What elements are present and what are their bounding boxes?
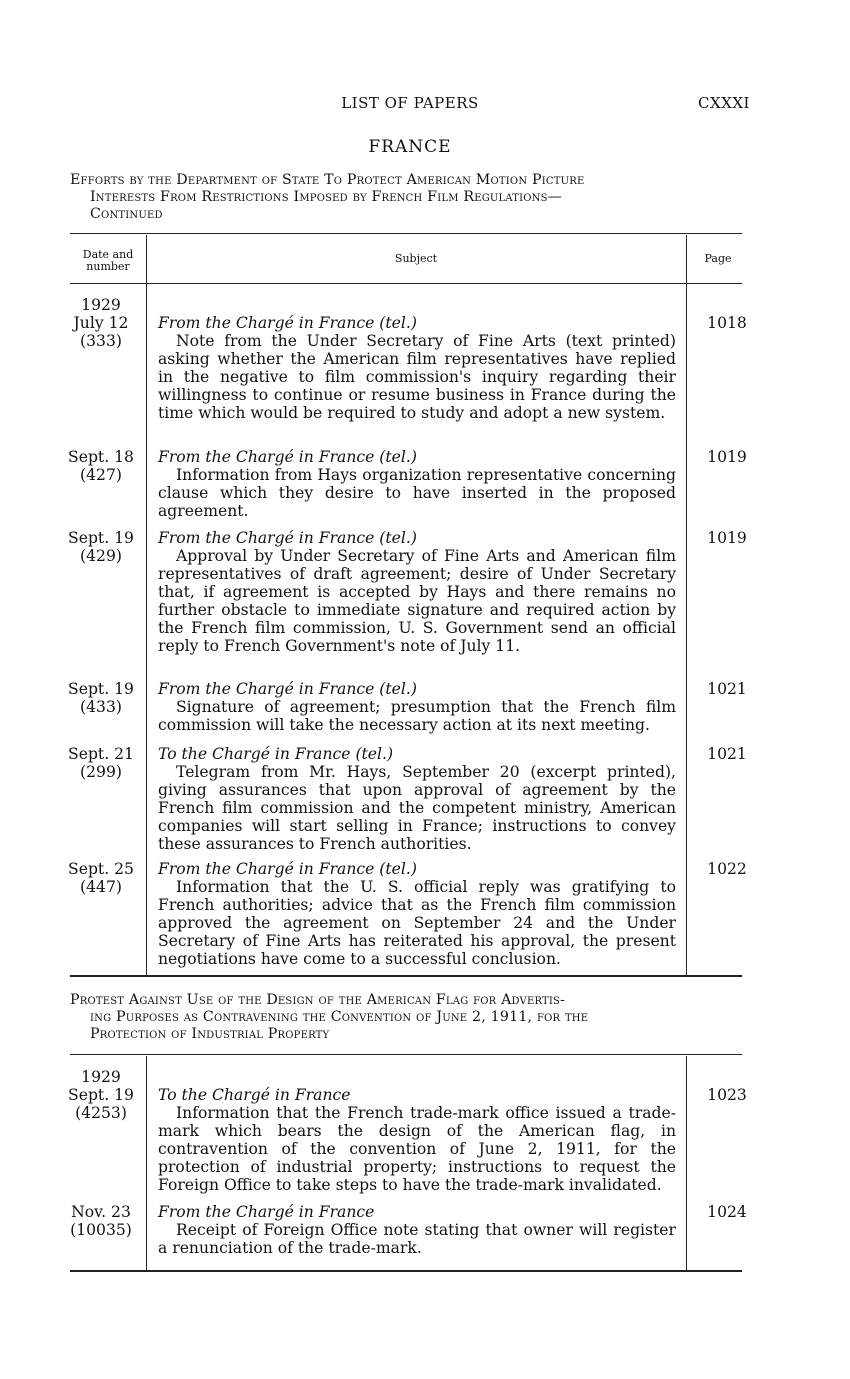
entry-year: 1929 [81,1068,121,1086]
entry-from: From the Chargé in France (tel.) [158,680,417,698]
entry-from: From the Chargé in France (tel.) [158,529,417,547]
entry-from: To the Chargé in France (tel.) [158,745,394,763]
section-title-2 [70,992,750,1043]
entry-body: Information that the French trade-mark office issued a trade-mark which bears the design of the American flag, in contravention of the convention of June 2, 1911, for the protection of industrial property; instructions to request the Foreign Office to take steps to have the trade-mark invalidated. [158,1104,676,1194]
entry-body: Approval by Under Secretary of Fine Arts and American film representatives of draft agreement; desire of Under Secretary that, if agreement is accepted by Hays and there remains no further obstacle to immediate signature and required action by the French film commission, U. S. Government send an official reply to French Government's note of July 11. [158,547,676,655]
table-top-rule [70,233,742,234]
entry-subject [158,860,676,968]
entry-number: (299) [80,763,122,781]
column-header-subject: Subject [394,252,438,265]
entry-body: Note from the Under Secretary of Fine Arts (text printed) asking whether the American film representatives have replied in the negative to film commission's inquiry regarding their willingness to continue or resume business in France during the time which would be required to study and adopt a new system. [158,332,676,422]
column-header-page: Page [704,252,732,265]
entry-body: Information that the U. S. official reply was gratifying to French authorities; advice that as the French film commission approved the agreement on September 24 and the Under Secretary of Fine Arts has reiterated his approval, the present negotiations have come to a successful conclusion. [158,878,676,968]
entry-date-value: Sept. 21 [68,745,134,763]
entry-date-value: Sept. 19 [68,680,134,698]
page-number: CXXXI [698,94,750,112]
entry-date-value: Sept. 19 [68,1086,134,1104]
column-header-date: Date and number [82,248,134,273]
entry-from: From the Chargé in France (tel.) [158,860,417,878]
entry-number: (4253) [75,1104,127,1122]
country-heading: FRANCE [368,137,452,157]
entry-page: 1021 [707,745,747,763]
entry-date-value: Sept. 18 [68,448,134,466]
section-title-line: Interests From Restrictions Imposed by French Film Regulations— [90,189,563,205]
column-divider [146,235,147,975]
table-header-rule [70,283,742,284]
entry-body: Telegram from Mr. Hays, September 20 (excerpt printed), giving assurances that upon approval of agreement by the French film commission and the competent ministry, American companies will start selling in France; instructions to convey these assurances to French authorities. [158,763,676,853]
entry-number: (433) [80,698,122,716]
section-title-line: ing Purposes as Contravening the Convention of June 2, 1911, for the [90,1009,589,1025]
entry-date [60,529,142,565]
entry-number: (10035) [70,1221,132,1239]
entry-page: 1024 [707,1203,747,1221]
entry-subject [158,680,676,734]
entry-from: From the Chargé in France (tel.) [158,314,417,332]
entry-number: (333) [80,332,122,350]
entry-page: 1019 [707,448,747,466]
entry-page: 1022 [707,860,747,878]
column-divider [686,1056,687,1270]
section-title-1 [70,172,750,223]
entry-from: From the Chargé in France (tel.) [158,448,417,466]
section-title-line: Efforts by the Department of State To Protect American Motion Picture [70,172,585,188]
entry-subject [158,1086,676,1194]
entry-date [60,1203,142,1239]
entry-number: (427) [80,466,122,484]
entry-subject [158,529,676,655]
table-top-rule [70,1054,742,1055]
column-divider [686,235,687,975]
column-divider [146,1056,147,1270]
table-bottom-rule [70,975,742,977]
entry-date-value: July 12 [73,314,129,332]
entry-page: 1021 [707,680,747,698]
entry-page: 1018 [707,314,747,332]
section-title-line: Protest Against Use of the Design of the American Flag for Advertis- [70,992,566,1008]
entry-date-value: Sept. 25 [68,860,134,878]
entry-date-value: Nov. 23 [71,1203,131,1221]
entry-number: (447) [80,878,122,896]
entry-date [60,1068,142,1122]
entry-subject [158,1203,676,1257]
entry-date [60,860,142,896]
entry-date [60,296,142,350]
entry-date [60,448,142,484]
entry-body: Receipt of Foreign Office note stating that owner will register a renunciation of the trade-mark. [158,1221,676,1257]
entry-year: 1929 [81,296,121,314]
entry-subject [158,448,676,520]
section-title-line: Continued [90,206,163,222]
entry-page: 1023 [707,1086,747,1104]
entry-date [60,745,142,781]
entry-body: Information from Hays organization representative concerning clause which they desire to have inserted in the proposed agreement. [158,466,676,520]
running-header-title: LIST OF PAPERS [341,94,479,112]
entry-body: Signature of agreement; presumption that the French film commission will take the necessary action at its next meeting. [158,698,676,734]
entry-date [60,680,142,716]
entry-from: To the Chargé in France [158,1086,351,1104]
entry-date-value: Sept. 19 [68,529,134,547]
entry-subject [158,745,676,853]
entry-page: 1019 [707,529,747,547]
table-bottom-rule [70,1270,742,1272]
entry-subject [158,314,676,422]
entry-number: (429) [80,547,122,565]
section-title-line: Protection of Industrial Property [90,1026,330,1042]
entry-from: From the Chargé in France [158,1203,375,1221]
